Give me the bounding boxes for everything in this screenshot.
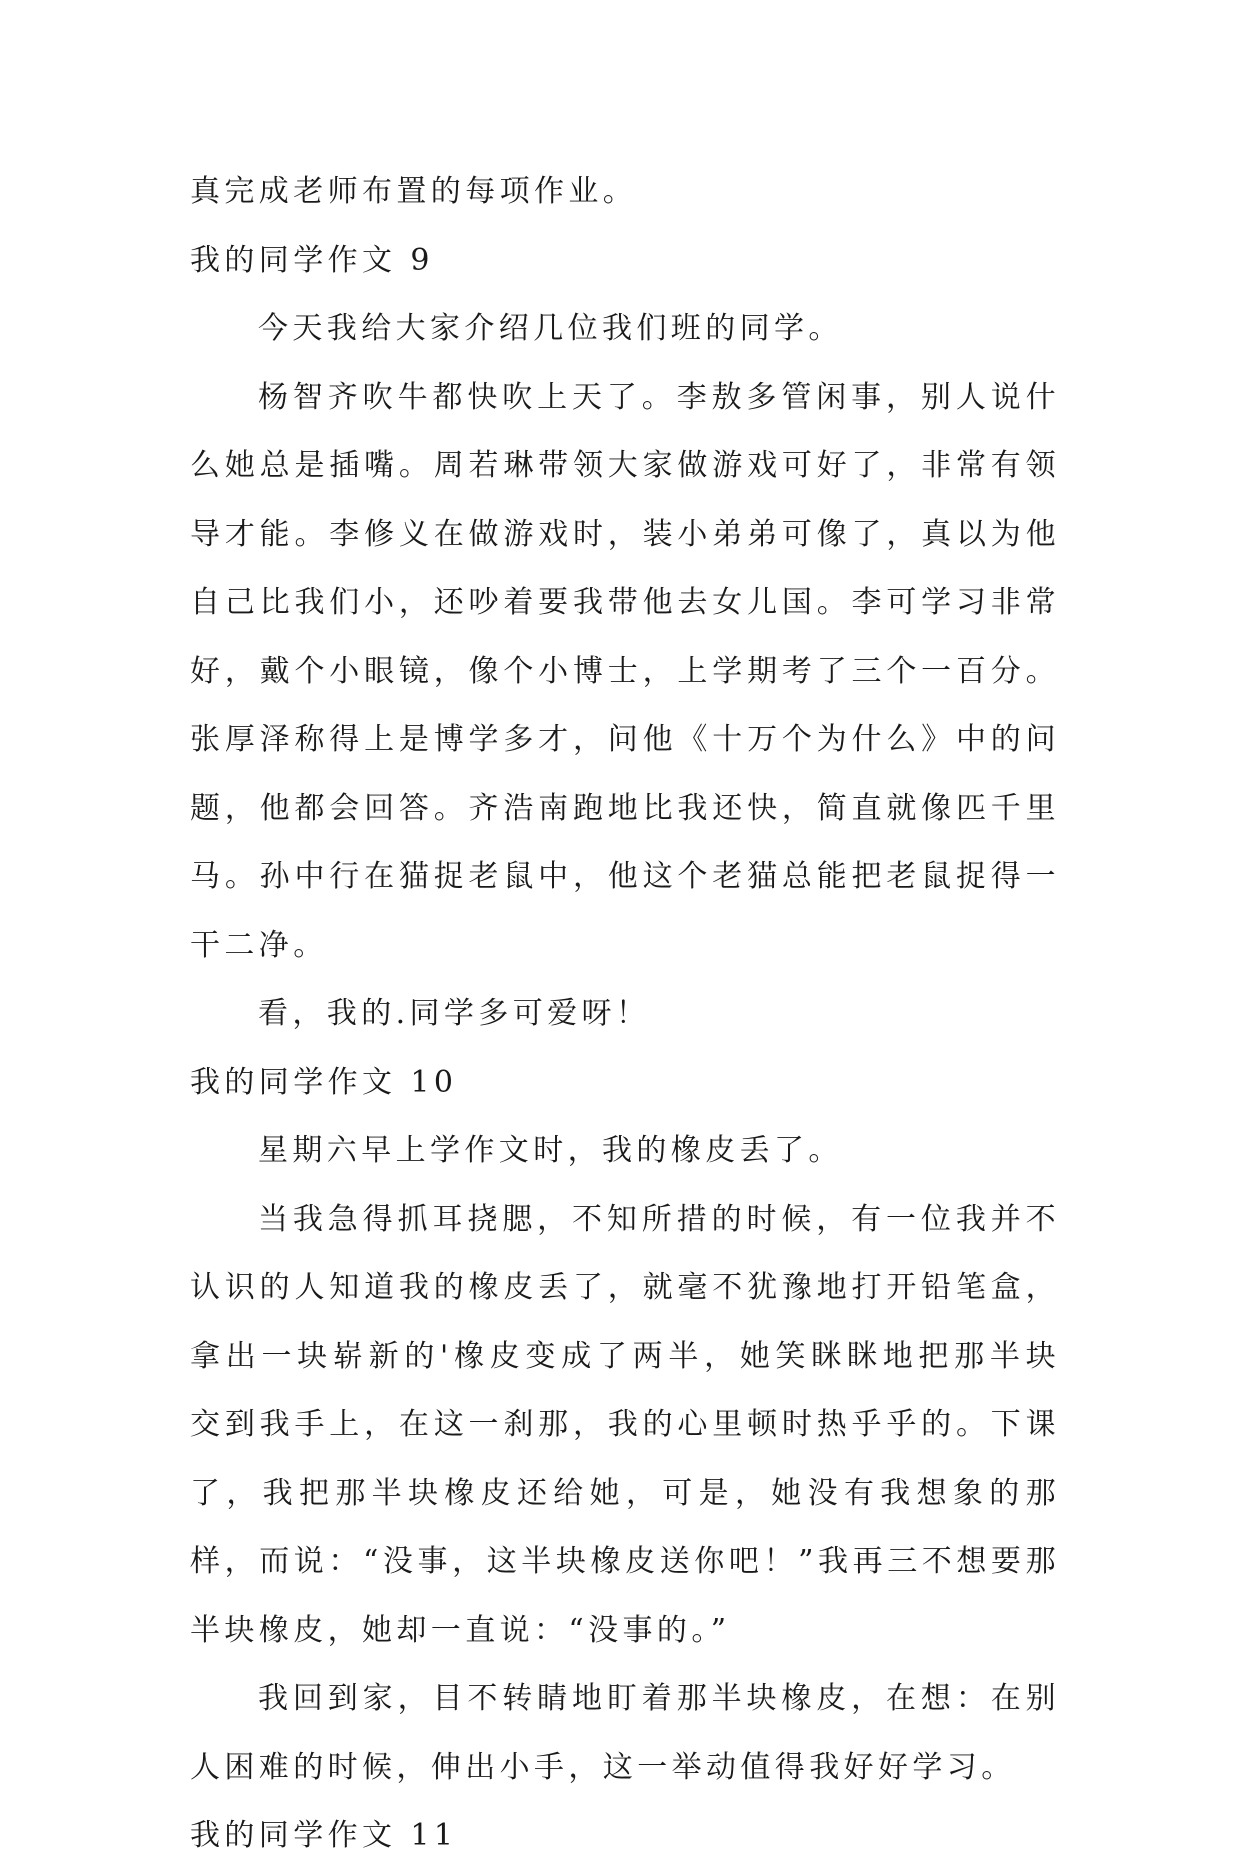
paragraph: 今天我给大家介绍几位我们班的同学。 [258, 311, 843, 346]
paragraph: 星期六早上学作文时，我的橡皮丢了。 [258, 1133, 843, 1168]
section-heading-11: 我的同学作文 11 [190, 1818, 458, 1853]
paragraph: 当我急得抓耳挠腮，不知所措的时候，有一位我并不认识的人知道我的橡皮丢了，就毫不犹豫地打开铅笔盒，拿出一块崭新的'橡皮变成了两半，她笑眯眯地把那半块交到我手上，在这一刹那，我的心里顿时热乎乎的。下课了，我把那半块橡皮还给她，可是，她没有我想象的那样，而说：“没事，这半块橡皮送你吧！”我再三不想要那半块橡皮，她却一直说：“没事的。” [190, 1201, 1060, 1648]
document-page [190, 158, 1060, 1871]
section-heading-9: 我的同学作文 9 [190, 242, 434, 278]
paragraph: 我回到家，目不转睛地盯着那半块橡皮，在想：在别人困难的时候，伸出小手，这一举动值得我好好学习。 [190, 1681, 1060, 1785]
continuation-line: 真完成老师布置的每项作业。 [190, 174, 638, 209]
paragraph: 杨智齐吹牛都快吹上天了。李敖多管闲事，别人说什么她总是插嘴。周若琳带领大家做游戏可好了，非常有领导才能。李修义在做游戏时，装小弟弟可像了，真以为他自己比我们小，还吵着要我带他去女儿国。李可学习非常好，戴个小眼镜，像个小博士，上学期考了三个一百分。张厚泽称得上是博学多才，问他《十万个为什么》中的问题，他都会回答。齐浩南跑地比我还快，简直就像匹千里马。孙中行在猫捉老鼠中，他这个老猫总能把老鼠捉得一干二净。 [190, 379, 1060, 963]
paragraph: 看，我的.同学多可爱呀！ [258, 996, 651, 1031]
section-heading-10: 我的同学作文 10 [190, 1064, 458, 1100]
